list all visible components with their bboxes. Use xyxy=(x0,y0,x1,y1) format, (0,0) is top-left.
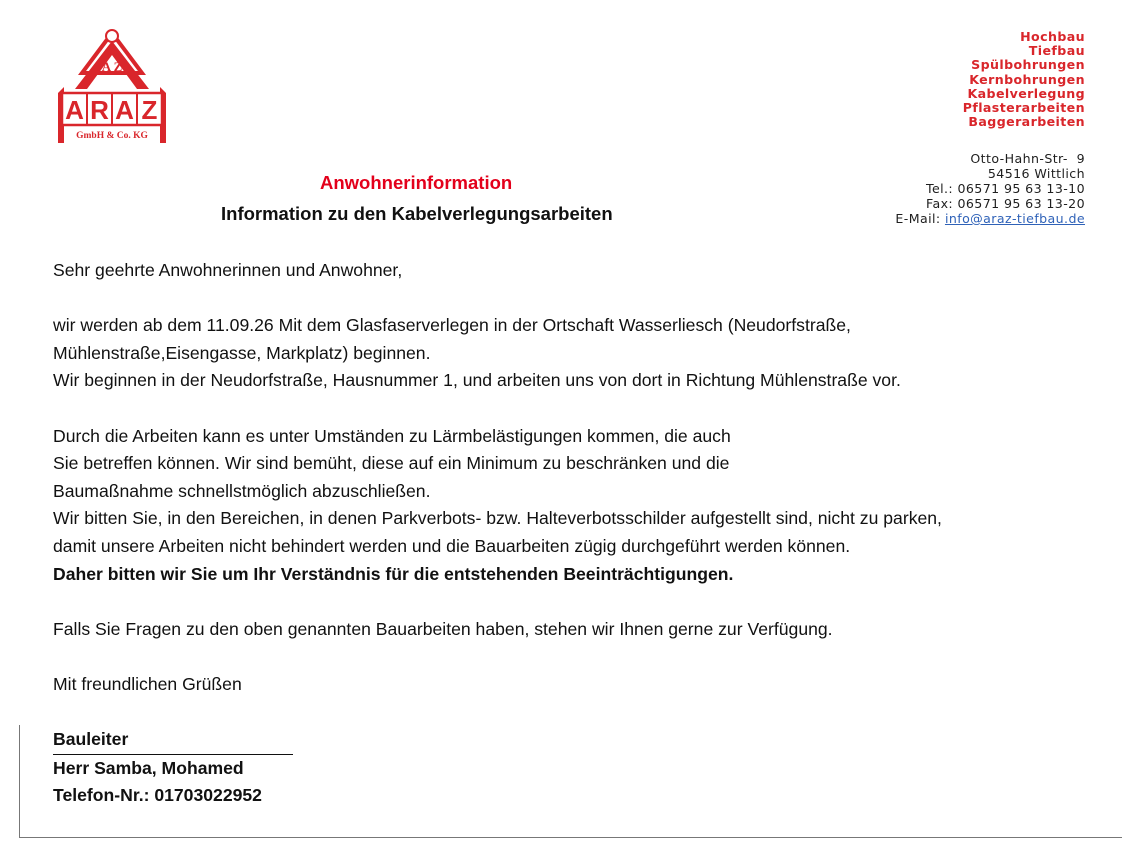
contact-block xyxy=(895,151,1085,226)
service-item: Tiefbau xyxy=(1028,43,1085,59)
frame-line-bottom xyxy=(19,837,1122,838)
paragraph-line: Wir beginnen in der Neudorfstraße, Hausnummer 1, und arbeiten uns von dort in Richtung Mühlenstraße vor. xyxy=(53,370,901,391)
phone: Tel.: 06571 95 63 13-10 xyxy=(926,181,1085,196)
services-list xyxy=(963,30,1085,129)
service-item: Baggerarbeiten xyxy=(968,114,1085,130)
service-item: Spülbohrungen xyxy=(971,57,1085,73)
araz-logo xyxy=(56,27,168,143)
email-link[interactable]: info@araz-tiefbau.de xyxy=(944,211,1085,226)
frame-line-left xyxy=(19,725,20,838)
email-label: E-Mail: xyxy=(895,211,945,226)
letter-body xyxy=(53,257,942,810)
paragraph-line: Baumaßnahme schnellstmöglich abzuschließen. xyxy=(53,480,431,501)
logo-letter: A xyxy=(115,95,134,125)
service-item: Kernbohrungen xyxy=(969,71,1085,87)
service-item: Hochbau xyxy=(1020,29,1085,44)
logo-letter: Z xyxy=(141,95,158,125)
document-title: Anwohnerinformation xyxy=(320,172,513,193)
service-item: Pflasterarbeiten xyxy=(962,100,1085,116)
signature-role-row xyxy=(53,726,942,755)
logo-letter: A xyxy=(65,95,84,125)
understanding-note: Daher bitten wir Sie um Ihr Verständnis für die entstehenden Beeinträchtigungen. xyxy=(53,563,734,584)
paragraph-line: Durch die Arbeiten kann es unter Umständen zu Lärmbelästigungen kommen, die auch xyxy=(53,425,731,446)
closing: Mit freundlichen Grüßen xyxy=(53,673,242,694)
signature-role: Bauleiter xyxy=(53,726,293,755)
street: Otto-Hahn-Str- 9 xyxy=(970,151,1085,166)
signature-phone: Telefon-Nr.: 01703022952 xyxy=(53,785,262,806)
paragraph-line: wir werden ab dem 11.09.26 Mit dem Glasfaserverlegen in der Ortschaft Wasserliesch (Neudorfstraße, xyxy=(53,315,851,336)
paragraph-line: Wir bitten Sie, in den Bereichen, in denen Parkverbots- bzw. Halteverbotsschilder aufgestellt sind, nicht zu parken, xyxy=(53,508,942,529)
service-item: Kabelverlegung xyxy=(967,85,1085,101)
paragraph-line: Sie betreffen können. Wir sind bemüht, diese auf ein Minimum zu beschränken und die xyxy=(53,453,730,474)
city: 54516 Wittlich xyxy=(987,166,1085,181)
greeting: Sehr geehrte Anwohnerinnen und Anwohner, xyxy=(53,260,403,280)
fax: Fax: 06571 95 63 13-20 xyxy=(925,196,1085,211)
logo-top-letters: A Z xyxy=(101,59,123,74)
questions-note: Falls Sie Fragen zu den oben genannten Bauarbeiten haben, stehen wir Ihnen gerne zur Verfügung. xyxy=(53,618,833,639)
signature-name: Herr Samba, Mohamed xyxy=(53,757,244,778)
logo-letter: R xyxy=(90,95,109,125)
paragraph-line: damit unsere Arbeiten nicht behindert werden und die Bauarbeiten zügig durchgeführt werden können. xyxy=(53,535,851,556)
email-row xyxy=(895,211,1085,226)
document-subtitle: Information zu den Kabelverlegungsarbeiten xyxy=(221,203,613,224)
paragraph-line: Mühlenstraße,Eisengasse, Markplatz) beginnen. xyxy=(53,342,431,363)
logo-legal-form: GmbH & Co. KG xyxy=(76,131,148,141)
